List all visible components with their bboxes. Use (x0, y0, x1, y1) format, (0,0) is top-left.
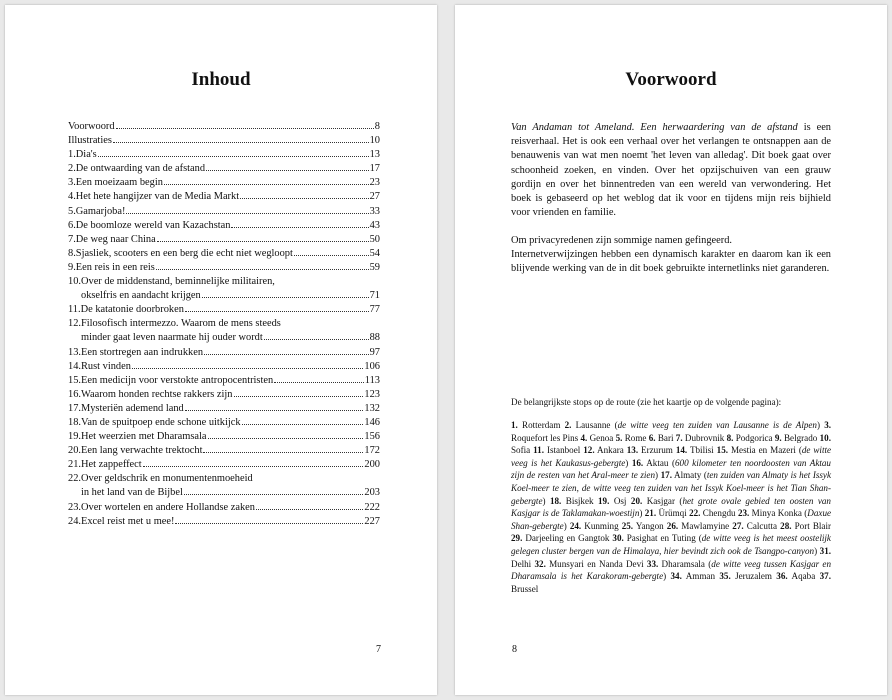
route-stop-name: Lausanne (575, 420, 611, 430)
route-stop (719, 571, 772, 581)
route-stop-number: 28. (780, 520, 792, 531)
route-stop-number: 27. (732, 520, 744, 531)
route-stop-number: 22. (689, 508, 701, 519)
page-number: 8 (512, 644, 517, 655)
route-stop (667, 521, 729, 531)
toc-page-number: 59 (369, 261, 380, 273)
route-stop (649, 433, 674, 443)
toc-entry[interactable] (68, 317, 380, 345)
toc-title: Over wortelen en andere Hollandse zaken (81, 501, 255, 513)
route-stop-note: de witte veeg tussen Kasjgar en Dharamsala is het Karakoram-gebergte (511, 558, 832, 582)
route-stop-number: 29. (511, 533, 523, 544)
toc-entry[interactable] (68, 388, 380, 402)
toc-entry[interactable] (68, 430, 380, 444)
toc-title: Voorwoord (68, 121, 115, 132)
route-stop (511, 420, 560, 430)
toc-number: 4. (68, 191, 76, 203)
toc-title: Het weerzien met Dharamsala (81, 431, 207, 443)
route-stop-name: Delhi (511, 558, 532, 569)
route-stop (598, 496, 626, 506)
route-stop-name: Rotterdam (522, 420, 561, 430)
toc-leader-dots (256, 509, 363, 510)
route-stop (727, 433, 773, 443)
route-stop (570, 521, 619, 531)
route-stop-number: 32. (534, 558, 546, 569)
route-stop-note: het grote ovale gebied ten oosten van Kasjgar is de Taklamakan-woestijn (511, 495, 831, 519)
route-heading: De belangrijkste stops op de route (zie het kaartje op de volgende pagina): (511, 397, 782, 407)
route-stop (645, 508, 687, 518)
route-stop (616, 433, 647, 443)
toc-title-line: Over geldschrik en monumentenmoeheid (81, 473, 253, 485)
route-stop (627, 445, 673, 455)
toc-title: Excel reist met u mee! (81, 515, 175, 527)
toc-page-number: 132 (364, 402, 380, 414)
toc-title: Het zappeffect (81, 459, 142, 471)
route-stop-number: 31. (819, 545, 832, 556)
route-stop-number: 21. (644, 508, 657, 519)
toc-title: De boomloze wereld van Kazachstan (75, 219, 231, 231)
toc-leader-dots (126, 213, 368, 214)
toc-title: in het land van de Bijbel (81, 487, 183, 499)
toc-title: De katatonie doorbroken (80, 304, 184, 316)
route-stop-number: 6. (648, 432, 656, 443)
toc-entry[interactable] (68, 275, 380, 303)
toc-number: 3. (68, 177, 76, 189)
toc-number: 18. (68, 416, 81, 428)
toc-page-number: 146 (364, 416, 380, 428)
toc-page-number: 50 (369, 233, 380, 245)
route-stop-note: Daxue Shan-gebergte (511, 508, 832, 531)
route-stop-name: Istanboel (546, 445, 581, 456)
toc-entry[interactable] (68, 190, 380, 204)
route-stop-name: Calcutta (746, 520, 778, 531)
toc-number: 12. (68, 318, 81, 330)
route-stop (583, 445, 624, 455)
route-stop: 2. Lausanne (de witte veeg ten zuiden van Lausanne is de Alpen) (564, 420, 821, 430)
toc-number: 19. (68, 431, 81, 443)
route-stop-note: de witte veeg is het meest oostelijk gelegen cluster bergen van de Himalaya, hier bevindt zich ook de Tsangpo-canyon (511, 533, 831, 556)
toc-title: okselfris en aandacht krijgen (81, 290, 201, 302)
toc-title: Dia's (75, 149, 97, 161)
route-stop-name: Tbilisi (689, 445, 714, 456)
toc-number: 13. (68, 346, 81, 358)
book-title-italic: Van Andaman tot Ameland. Een herwaardering van de afstand (511, 122, 798, 133)
route-stop-number: 20. (630, 495, 643, 506)
toc-title: De weg naar China (75, 233, 156, 245)
toc-page-number: 113 (364, 374, 380, 386)
toc-page-number: 27 (369, 191, 380, 203)
toc-leader-dots (156, 269, 369, 270)
toc-number: 1. (68, 149, 76, 161)
toc-title: Een lang verwachte trektocht (81, 445, 203, 457)
route-stop (776, 571, 815, 581)
route-stop-number: 2. (564, 420, 572, 430)
toc-page-number: 71 (369, 290, 380, 302)
route-stop-number: 26. (666, 520, 679, 531)
route-stop-name: Brussel (511, 583, 539, 594)
route-stop-name: Rome (624, 432, 647, 443)
route-stop: 17. Almaty (ten zuiden van Almaty is het Issyk Koel-meer te zien, de witte veeg ten zuiden van het Issyk Koel-meer is het Tian Shan-gebergte) (511, 470, 831, 506)
toc-number: 20. (68, 445, 81, 457)
route-stop-name: Genoa (589, 432, 614, 443)
toc-entry[interactable] (68, 205, 380, 219)
route-stop: 23. Minya Konka (Daxue Shan-gebergte) (511, 508, 832, 531)
route-stop-name: Darjeeling en Gangtok (525, 533, 610, 544)
toc-page-number: 123 (364, 388, 380, 400)
toc-number: 7. (68, 233, 76, 245)
toc-title: Rust vinden (81, 360, 131, 372)
toc-entry[interactable] (68, 247, 380, 261)
toc-title: Een medicijn voor verstokte antropocentristen (81, 374, 274, 386)
route-stop-name: Belgrado (783, 432, 818, 443)
toc-entry[interactable] (68, 148, 380, 162)
privacy-line: Om privacyredenen zijn sommige namen gefingeerd. (511, 235, 733, 246)
toc-leader-dots (157, 241, 369, 242)
route-stop-name: Bari (657, 432, 674, 443)
toc-page-number: 106 (364, 360, 380, 372)
route-stop-name: Aqaba (791, 571, 816, 582)
route-stop-name: Mestia en Mazeri (730, 445, 796, 456)
toc-leader-dots (116, 128, 374, 129)
route-stop-name: Chengdu (702, 508, 736, 519)
route-stop-name: Amman (685, 571, 716, 582)
toc-entry[interactable] (68, 176, 380, 190)
toc-page-number: 156 (364, 431, 380, 443)
route-stop (732, 521, 777, 531)
intro-text: is een reisverhaal. Het is ook een verhaal over het verlangen te ontsnappen aan de benauwenis van wat men noemt 'het leven van alledag'. Dit boek gaat over schoonheid zoeken, en vinden. Over het opzijschuiven van een grauw gordijn en over het binnentreden van een wereld van verwondering. Het boek is gebaseerd op het weblog dat ik voor en tijdens mijn reis bijhield voor vrienden en familie. (511, 122, 832, 219)
route-stop-number: 19. (598, 495, 610, 506)
route-stop-number: 1. (511, 420, 518, 430)
toc-title: Het hete hangijzer van de Media Markt (75, 191, 240, 203)
toc-title: Een moeizaam begin (75, 177, 163, 189)
route-stop-name: Ankara (597, 445, 624, 456)
route-stop-number: 11. (533, 445, 545, 456)
route-stop-number: 34. (670, 571, 682, 582)
toc-leader-dots (231, 227, 368, 228)
toc-number: 6. (68, 219, 76, 231)
toc-number: 11. (68, 304, 81, 316)
toc-entry[interactable] (68, 472, 380, 500)
route-stop-number: 13. (626, 445, 639, 456)
toc-entry[interactable] (68, 515, 380, 529)
toc-page-number: 172 (364, 445, 380, 457)
page-title: Voorwoord (625, 69, 717, 90)
toc-page-number: 203 (364, 487, 380, 499)
route-stop: 30. Pasighat en Tuting (de witte veeg is het meest oostelijk gelegen cluster bergen van de Himalaya, hier bevindt zich ook de Tsangpo-canyon) (511, 533, 831, 556)
route-stop: 20. Kasjgar (het grote ovale gebied ten oosten van Kasjgar is de Taklamakan-woestijn) (511, 495, 831, 519)
toc-leader-dots (113, 142, 369, 143)
route-stop (533, 445, 580, 455)
route-stop-name: Munsyari en Nanda Devi (549, 558, 644, 569)
route-stop-note: 600 kilometer ten noordoosten van Aktau zijn de resten van het Aral-meer te zien (511, 457, 831, 481)
toc-leader-dots (175, 523, 363, 524)
toc-leader-dots (132, 368, 363, 369)
toc-entry[interactable] (68, 233, 380, 247)
toc-entry[interactable] (68, 261, 380, 275)
toc-leader-dots (242, 424, 364, 425)
route-stop-name: Dharamsala (661, 558, 705, 569)
toc-leader-dots (234, 396, 364, 397)
route-stop-name: Port Blair (794, 520, 832, 531)
toc-leader-dots (184, 494, 364, 495)
route-stop-number: 33. (646, 558, 659, 569)
toc-leader-dots (143, 466, 364, 467)
route-stop-name: Roquefort les Pins (511, 432, 579, 443)
toc-number: 21. (68, 459, 81, 471)
route-stop-number: 5. (615, 432, 623, 443)
route-stop-number: 25. (621, 520, 634, 531)
toc-leader-dots (294, 255, 369, 256)
toc-leader-dots (274, 382, 364, 383)
toc-leader-dots (208, 438, 364, 439)
toc-number: 16. (68, 388, 81, 400)
route-stop-name: Bisjkek (565, 495, 594, 506)
toc-number: 8. (68, 247, 76, 259)
route-stop-name: Sofia (511, 445, 531, 456)
toc-leader-dots (204, 354, 369, 355)
toc-number: 5. (68, 205, 76, 217)
route-stop-number: 7. (675, 432, 683, 443)
route-stop (534, 559, 643, 569)
right-page (455, 5, 887, 695)
toc-page-number: 227 (364, 515, 380, 527)
toc-title: Van de spuitpoep ende schone uitkijck (81, 416, 241, 428)
privacy-paragraph (511, 234, 831, 277)
toc-title: Een stortregen aan indrukken (81, 346, 204, 358)
toc-page-number: 200 (364, 459, 380, 471)
toc-page-number: 23 (369, 177, 380, 189)
route-stop (676, 433, 725, 443)
route-stop-number: 18. (549, 495, 562, 506)
toc-entry[interactable] (68, 402, 380, 416)
route-stop-name: Kasjgar (646, 495, 675, 506)
route-stop (622, 521, 664, 531)
toc-page-number: 17 (369, 163, 380, 175)
toc-title: minder gaat leven naarmate hij ouder wordt (81, 332, 263, 344)
toc-entry[interactable] (68, 501, 380, 515)
toc-page-number: 43 (369, 219, 380, 231)
route-stop-number: 10. (819, 432, 831, 443)
route-stop: 15. Mestia en Mazeri (de witte veeg is het Kaukasus-gebergte) (511, 445, 832, 468)
route-stop-number: 23. (737, 508, 750, 519)
toc-entry[interactable] (68, 444, 380, 458)
toc-number: 23. (68, 501, 81, 513)
toc-title: Een reis in een reis (75, 261, 155, 273)
toc-number: 22. (68, 473, 81, 485)
route-stop-name: Almaty (674, 470, 702, 481)
route-stop-number: 3. (824, 420, 832, 430)
toc-entry[interactable] (68, 219, 380, 233)
route-stop-note: de witte veeg is het Kaukasus-gebergte (511, 445, 832, 468)
toc-page-number: 8 (374, 121, 380, 132)
toc-number: 9. (68, 261, 76, 273)
route-stop-number: 24. (569, 520, 582, 531)
route-stop-number: 36. (776, 571, 788, 582)
toc-title: Mysteriën ademend land (81, 402, 184, 414)
toc-number: 10. (68, 276, 81, 288)
toc-entry[interactable] (68, 134, 380, 148)
toc-entry[interactable] (68, 303, 380, 317)
toc-leader-dots (206, 170, 369, 171)
route-stop (780, 521, 831, 531)
route-stop-name: Aktau (646, 457, 669, 468)
route-stop-note: ten zuiden van Almaty is het Issyk Koel-meer te zien, de witte veeg ten zuiden van het Issyk Koel-meer is het Tian Shan-gebergte (511, 470, 831, 506)
route-stop (689, 508, 736, 518)
toc-title-line: Filosofisch intermezzo. Waarom de mens steeds (81, 318, 281, 330)
page-title: Inhoud (191, 69, 251, 90)
route-stop-name: Kunming (584, 520, 619, 531)
route-stop (676, 445, 714, 455)
route-stop: 33. Dharamsala (de witte veeg tussen Kasjgar en Dharamsala is het Karakoram-gebergte) (511, 558, 832, 582)
route-stop-name: Dubrovnik (684, 432, 725, 443)
toc-title: Illustraties (68, 135, 112, 147)
table-of-contents (68, 120, 380, 529)
route-stop-name: Erzurum (641, 445, 673, 456)
route-stop-number: 16. (631, 457, 644, 468)
route-stop (511, 533, 609, 543)
toc-page-number: 97 (369, 346, 380, 358)
toc-title: Sjasliek, scooters en een berg die echt niet wegloopt (75, 247, 293, 259)
toc-leader-dots (185, 410, 364, 411)
toc-number: 2. (68, 163, 76, 175)
route-stop-name: Mawlamyine (681, 520, 730, 531)
toc-leader-dots (98, 156, 369, 157)
route-stop-name: Podgorica (735, 432, 773, 443)
route-stop-number: 8. (726, 432, 734, 443)
route-stop-number: 30. (612, 533, 624, 544)
toc-number: 15. (68, 374, 81, 386)
route-stop-name: Minya Konka (751, 508, 802, 519)
route-stop (671, 571, 716, 581)
toc-page-number: 88 (369, 332, 380, 344)
route-stop-number: 14. (675, 445, 688, 456)
route-stop-number: 17. (660, 470, 672, 481)
toc-entry[interactable] (68, 120, 380, 134)
toc-number: 24. (68, 515, 81, 527)
route-stop (580, 433, 613, 443)
toc-page-number: 77 (369, 304, 380, 316)
route-stop-number: 4. (580, 432, 588, 443)
left-page (5, 5, 437, 695)
toc-page-number: 54 (369, 247, 380, 259)
toc-leader-dots (202, 297, 369, 298)
toc-number: 17. (68, 402, 81, 414)
route-stop (550, 496, 594, 506)
toc-leader-dots (164, 184, 369, 185)
route-stops-list (511, 419, 831, 595)
toc-leader-dots (185, 311, 369, 312)
route-stop-number: 9. (774, 432, 782, 443)
route-stop-number: 37. (819, 571, 831, 582)
toc-leader-dots (240, 198, 369, 199)
toc-entry[interactable] (68, 416, 380, 430)
route-stop-name: Pasighat en Tuting (626, 533, 696, 544)
route-stop-number: 35. (719, 571, 731, 582)
toc-leader-dots (203, 452, 363, 453)
route-stop: 16. Aktau (600 kilometer ten noordoosten van Aktau zijn de resten van het Aral-meer te zien) (511, 457, 831, 481)
toc-title: Gamarjoba! (75, 205, 126, 217)
route-stop-name: Ürümqi (658, 508, 687, 519)
intro-paragraph (511, 121, 831, 220)
toc-number: 14. (68, 360, 81, 372)
route-stop-name: Osj (613, 495, 627, 506)
route-stop-number: 15. (716, 445, 729, 456)
toc-entry[interactable] (68, 346, 380, 360)
toc-page-number: 10 (369, 135, 380, 147)
toc-entry[interactable] (68, 162, 380, 176)
toc-title: Waarom honden rechtse rakkers zijn (81, 388, 233, 400)
toc-title: De ontwaarding van de afstand (75, 163, 206, 175)
toc-leader-dots (264, 339, 369, 340)
toc-entry[interactable] (68, 458, 380, 472)
page-number: 7 (376, 644, 381, 655)
toc-page-number: 222 (364, 501, 380, 513)
toc-entry[interactable] (68, 360, 380, 374)
route-stop (775, 433, 817, 443)
route-stop-note: de witte veeg ten zuiden van Lausanne is de Alpen (617, 420, 817, 430)
route-stop-name: Yangon (635, 520, 664, 531)
toc-page-number: 33 (369, 205, 380, 217)
toc-entry[interactable] (68, 374, 380, 388)
route-stop-name: Jeruzalem (735, 571, 772, 582)
toc-title-line: Over de middenstand, beminnelijke militairen, (81, 276, 275, 288)
route-stop-number: 12. (583, 445, 595, 456)
internet-links-note: Internetverwijzingen hebben een dynamisch karakter en daarom kan ik een blijvende werking van de in dit boek gebruikte internetlinks niet garanderen. (511, 249, 831, 275)
toc-page-number: 13 (369, 149, 380, 161)
